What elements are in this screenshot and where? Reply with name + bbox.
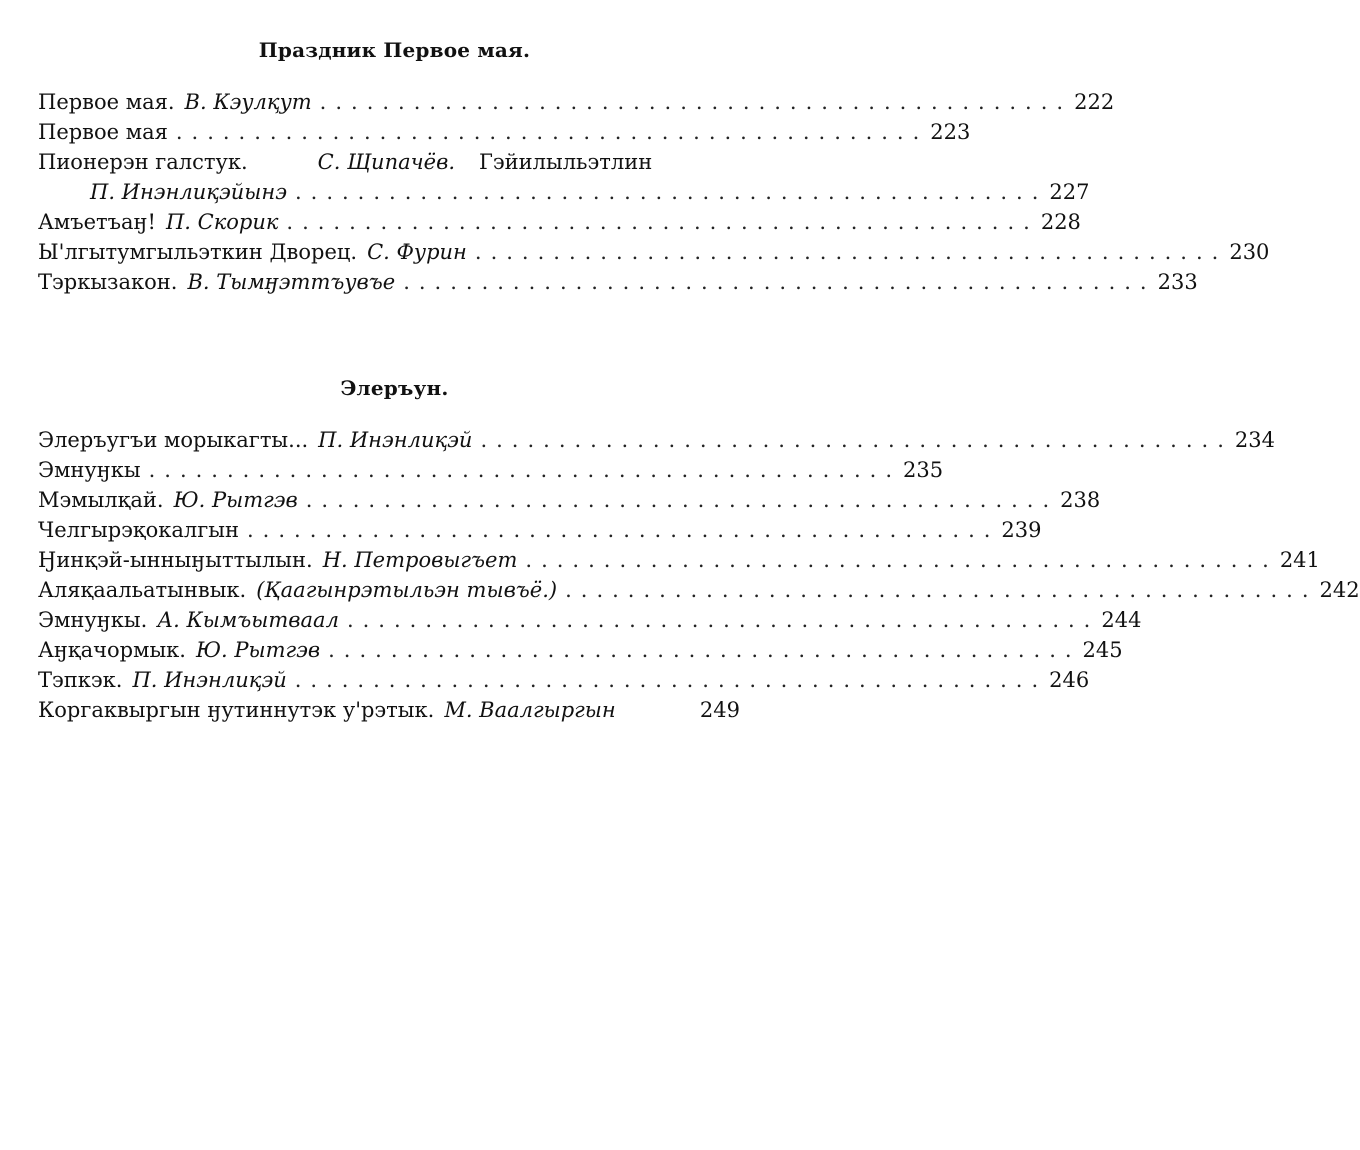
toc-entry [38,638,1123,668]
entry-author: (Қаагынрэтыльэн тывъё.) [256,578,558,602]
toc-entry [38,90,1115,120]
entry-author: А. Кымъытваал [157,608,339,632]
entry-title: Эмнуӈкы. [38,608,148,632]
entry-title: Первое мая [38,120,168,144]
dot-leader: ................................................ [286,210,1039,234]
dot-leader: ................................................ [346,608,1100,632]
entry-title: Тэркызакон. [38,270,178,294]
entry-page: 228 [1040,210,1081,234]
toc-entry [38,458,944,488]
toc-entry [38,668,1090,698]
entry-page: 227 [1049,180,1090,204]
entry-title: Амъетъаӈ! [38,210,156,234]
dot-leader: ................................................ [525,548,1278,572]
entry-page: 233 [1157,270,1198,294]
toc-entry [38,210,1081,240]
entry-title: Эмнуӈкы [38,458,141,482]
entry-author: П. Инэнлиқэй [318,428,473,452]
entry-page: 235 [903,458,944,482]
entry-title: Ӈинқэй-ынныӈыттылын. [38,548,313,572]
dot-leader: ................................................ [328,638,1081,662]
toc-entry [38,578,1360,608]
dot-leader: ................................................ [319,90,1073,114]
dot-leader: ................................................ [565,578,1318,602]
entry-author: В. Тымӈэттъувъе [187,270,396,294]
entry-author: Ю. Рытгэв [173,488,298,512]
entry-page: 249 [699,698,740,722]
entry-page: 234 [1234,428,1275,452]
dot-leader: ................................................ [175,120,929,144]
entry-author: М. Ваалгыргын [444,698,616,722]
entry-title: Ы'лгытумгыльэткин Дворец. [38,240,358,264]
section-title-elerun: Элеръун. [340,376,449,400]
entry-page: 246 [1049,668,1090,692]
entry-author: В. Кэулқут [184,90,312,114]
entry-title: Мэмылқай. [38,488,164,512]
toc-entry [38,698,740,728]
entry-page: 230 [1229,240,1270,264]
entry-page: 222 [1074,90,1115,114]
entry-title: Элеръугъи морыкагты... [38,428,309,452]
toc-entry-continuation [38,180,1090,210]
entry-title: Аӈқачормык. [38,638,186,662]
toc-entry [38,518,1042,548]
entry-author: П. Инэнлиқэйынэ [90,180,287,204]
toc-entry [38,120,971,150]
entry-title: Коргаквыргын ӈутиннутэк у'рэтык. [38,698,435,722]
entry-page: 223 [930,120,971,144]
toc-section-first-may [38,90,1270,300]
entry-title: Тэпкэк. [38,668,123,692]
dot-leader: ................................................ [305,488,1059,512]
section-title-first-may: Праздник Первое мая. [258,38,531,62]
toc-entry [38,150,740,180]
dot-leader: ................................................ [148,458,902,482]
entry-page: 242 [1319,578,1360,602]
entry-title: Первое мая. [38,90,175,114]
entry-author: П. Скорик [165,210,279,234]
dot-leader: ................................................ [294,180,1048,204]
entry-page: 244 [1101,608,1142,632]
entry-author: С. Фурин [367,240,467,264]
entry-author: Ю. Рытгэв [195,638,321,662]
dot-leader: ................................................ [247,518,1000,542]
dot-leader: ................................................ [403,270,1156,294]
toc-section-elerun [38,428,1360,728]
dot-leader: ................................................ [294,668,1048,692]
entry-page: 239 [1001,518,1042,542]
toc-entry [38,548,1320,578]
entry-page: 241 [1279,548,1320,572]
entry-page: 238 [1060,488,1101,512]
entry-title: Пионерэн галстук. [38,150,248,174]
toc-entry [38,608,1142,638]
entry-title: Челгырэқокалгын [38,518,239,542]
toc-entry [38,488,1101,518]
entry-author: Н. Петровыгъет [322,548,518,572]
dot-leader: ................................................ [474,240,1228,264]
entry-title-continuation: Гэйилыльэтлин [479,150,653,174]
entry-author: С. Щипачёв. [317,150,455,174]
dot-leader: ................................................ [480,428,1233,452]
toc-entry [38,240,1270,270]
entry-title: Аляқаальатынвык. [38,578,247,602]
entry-page: 245 [1082,638,1123,662]
toc-entry [38,270,1198,300]
entry-author: П. Инэнлиқэй [132,668,287,692]
toc-entry [38,428,1275,458]
